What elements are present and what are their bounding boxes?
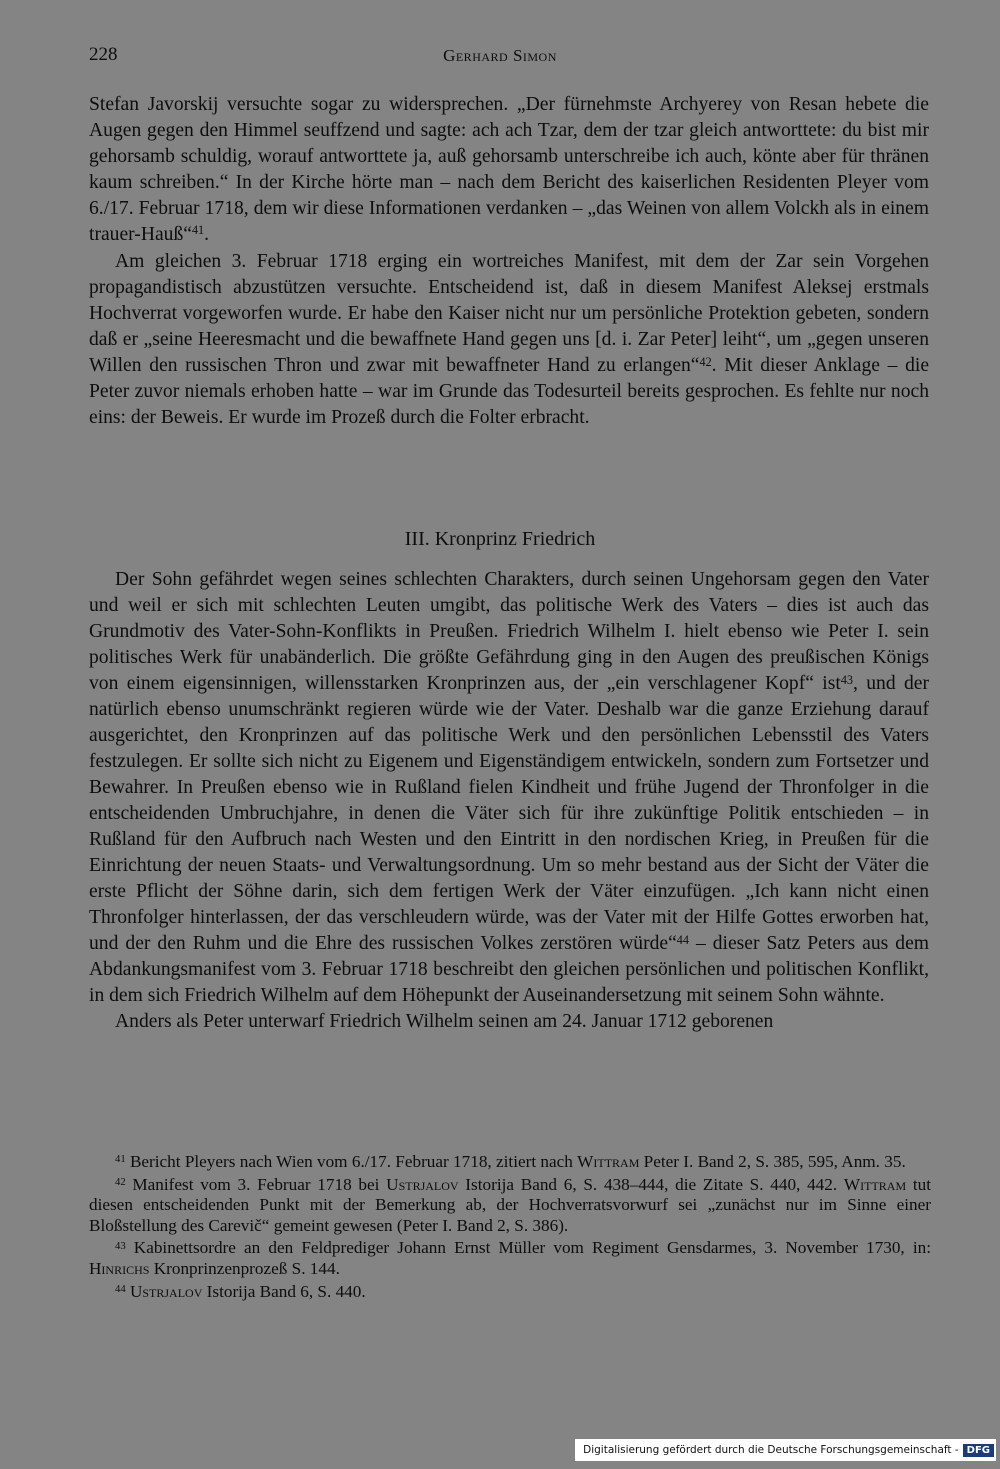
footnote xyxy=(89,1175,931,1237)
author-name: Hinrichs xyxy=(89,1258,150,1278)
footnote-number: 41 xyxy=(115,1154,126,1166)
footnote-number: 44 xyxy=(115,1283,126,1295)
paragraph-text: Stefan Javorskij versuchte sogar zu widersprechen. „Der fürnehmste Archyerey von Resan hebete die Augen gegen den Himmel seuffzend und sagte: ach ach Tzar, dem der tzar gleich antworttete: du bist mir gehorsamb schuldig, worauf antworttete ja, auß gehorsamb unterschreibe ich auch, könte aber für thränen kaum schreiben.“ In der Kirche hörte man – nach dem Bericht des kaiserlichen Residenten Pleyer vom 6./17. Februar 1718, dem wir diese Informationen verdanken – „das Weinen von allem Volckh als in einem trauer-Hauß“ xyxy=(89,94,929,245)
credit-text: Digitalisierung gefördert durch die Deutsche Forschungsgemeinschaft - xyxy=(583,1444,959,1456)
paragraph xyxy=(89,249,929,430)
author-name: Wittram xyxy=(577,1152,640,1171)
footnote-number: 42 xyxy=(115,1176,126,1188)
section-heading: III. Kronprinz Friedrich xyxy=(404,528,596,550)
footnote-text: Kabinettsordre an den Feldprediger Johann Ernst Müller vom Regiment Gensdarmes, 3. November 1730, in: xyxy=(125,1238,931,1258)
page-number: 228 xyxy=(89,44,118,65)
footnote-ref: 44 xyxy=(676,932,689,947)
footnote-text: tut diesen entscheidenden Punkt mit der Bemerkung ab, der Hochverratsvorwurf sei „zunächst nur im Sinne einer Bloßstellung des Carevič“ gemeint gewesen (Peter I. Band 2, S. 386). xyxy=(89,1174,931,1235)
footnote-text: Peter I. Band 2, S. 385, 595, Anm. 35. xyxy=(639,1152,906,1171)
footnote-ref: 42 xyxy=(699,354,712,369)
footnote-text: Kronprinzenprozeß S. 144. xyxy=(149,1258,340,1278)
body-text-upper xyxy=(89,92,929,431)
footnote-ref: 41 xyxy=(191,223,205,238)
footnote-number: 43 xyxy=(115,1240,126,1252)
paragraph-text: – dieser Satz Peters aus dem Abdankungsmanifest vom 3. Februar 1718 beschreibt den gleichen persönlichen und politischen Konflikt, in dem sich Friedrich Wilhelm auf dem Höhepunkt der Auseinandersetzung mit seinem Sohn wähnte. xyxy=(89,933,930,1006)
footnotes xyxy=(89,1152,931,1302)
author-name: Ustrjalov xyxy=(386,1174,459,1194)
footnote-text: Manifest vom 3. Februar 1718 bei xyxy=(125,1174,387,1194)
author-name: Wittram xyxy=(843,1174,907,1194)
dfg-logo: DFG xyxy=(963,1444,994,1457)
paragraph-text: Der Sohn gefährdet wegen seines schlechten Charakters, durch seinen Ungehorsam gegen den Vater und weil er sich mit schlechten Leuten umgibt, das politische Werk des Vaters – dies ist auch das Grundmotiv des Vater-Sohn-Konflikts in Preußen. Friedrich Wilhelm I. hielt ebenso wie Peter I. sein politisches Werk für unabänderlich. Die größte Gefährdung ging in den Augen des preußischen Königs von einem eigensinnigen, willensstarken Kronprinzen aus, der „ein verschlagener Kopf“ ist xyxy=(89,569,929,694)
footnote xyxy=(89,1152,931,1173)
body-text-lower xyxy=(89,567,929,1035)
paragraph-text: , und der natürlich ebenso unumschränkt regieren würde wie der Vater. Deshalb war die ganze Erziehung darauf ausgerichtet, den Kronprinzen auf das politische Werk und den persönlichen Lebensstil des Vaters festzulegen. Er sollte sich nicht zu Eigenem und Eigenständigem entwickeln, sondern zum Fortsetzer und Bewahrer. In Preußen ebenso wie in Rußland fielen Kindheit und frühe Jugend der Thronfolger in die entscheidenden Umbruchjahre, in denen die Väter sich für ihre zukünftige Politik entschieden – in Rußland für den Aufbruch nach Westen und den Eintritt in den nordischen Krieg, in Preußen für die Einrichtung der neuen Staats- und Verwaltungsordnung. Um so mehr bestand aus der Sicht der Väter die erste Pflicht der Söhne darin, sich dem fertigen Werk der Väter einzufügen. „Ich kann nicht einen Thronfolger hinterlassen, der das verschleudern würde, was der Vater mit der Hilfe Gottes erworben hat, und der den Ruhm und die Ehre des russischen Volkes zerstören würde“ xyxy=(89,673,929,954)
author-name: Ustrjalov xyxy=(129,1281,203,1301)
footnote xyxy=(89,1282,931,1303)
running-header: Gerhard Simon xyxy=(443,46,557,65)
paragraph-text: . Mit dieser Anklage – die Peter zuvor niemals erhoben hatte – war im Grunde das Todesurteil bereits gesprochen. Es fehlte nur noch eins: der Beweis. Er wurde im Prozeß durch die Folter erbracht. xyxy=(89,355,930,428)
footnote-text: Istorija Band 6, S. 440. xyxy=(202,1281,366,1301)
footnote-ref: 43 xyxy=(840,672,853,687)
footnote-text: Bericht Pleyers nach Wien vom 6./17. Februar 1718, zitiert nach xyxy=(125,1152,578,1171)
paragraph xyxy=(89,92,929,247)
paragraph: Anders als Peter unterwarf Friedrich Wilhelm seinen am 24. Januar 1712 geborenen xyxy=(115,1011,774,1032)
digitization-credit xyxy=(575,1439,996,1461)
footnote-text: Istorija Band 6, S. 438–444, die Zitate S. 440, 442. xyxy=(458,1174,838,1194)
paragraph-text: Am gleichen 3. Februar 1718 erging ein wortreiches Manifest, mit dem der Zar sein Vorgehen propagandistisch abzustützen versuchte. Entscheidend ist, daß in diesem Manifest Aleksej erstmals Hochverrat vorgeworfen wurde. Er habe den Kaiser nicht nur um persönliche Protektion gebeten, sondern daß er „seine Heeresmacht und die bewaffnete Hand gegen uns [d. i. Zar Peter] leiht“, um „gegen unseren Willen den russischen Thron und zwar mit bewaffneter Hand zu erlangen“ xyxy=(89,251,929,377)
paragraph xyxy=(89,567,929,1009)
paragraph-text: . xyxy=(204,223,210,245)
footnote xyxy=(89,1238,931,1279)
